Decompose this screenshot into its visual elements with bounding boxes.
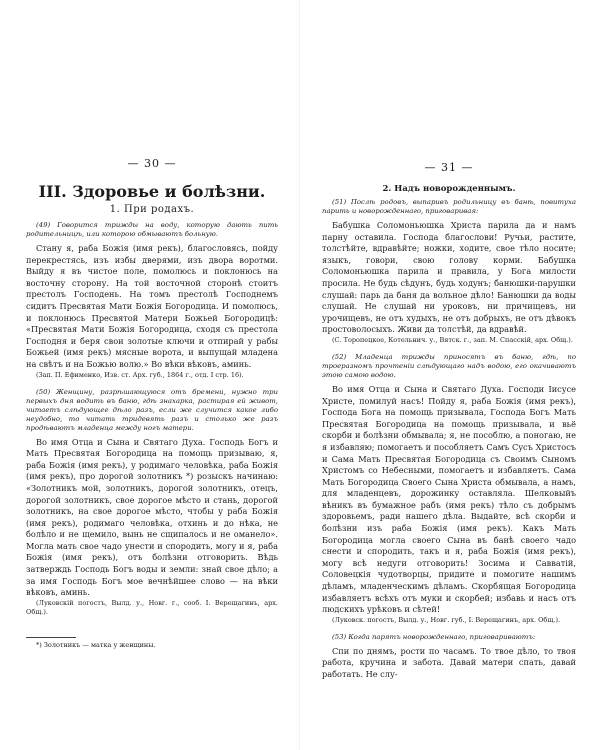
paragraph-53-text: Спи по днямъ, рости по часамъ. То твое дѣло, то твоя работа, кручина и забота. Давай матери спать, давай работать. Не слу- xyxy=(322,645,576,679)
footnote-rule xyxy=(26,637,76,638)
paragraph-49-source: (Зап. П. Ефименко, Изв. ст. Арх. губ., 1864 г., отд. I стр. 16). xyxy=(36,370,244,379)
footnote: *) Золотникъ — матка у женщины. xyxy=(36,640,156,649)
paragraph-51-text: Бабушка Соломоньюшка Христа парила да и намъ парну оставила. Господа благослови! Ручьи, растите, толстѣйте, вдравѣйте; ножки, ходите, свое тѣло носите; языкъ, говори, свою голову корми. Бабушка Соломоньюшка парила и правила, у Бога милости просила. Не будь сѣдунъ, будь ходунъ; банюшки-парушки слушай: парь да баня да вольное дѣло! Банюшки да воды слушай. Не слушай ни уроковъ, ни причищевъ, ни урочищевъ, не отъ худыхъ, не отъ добрыхъ, не отъ дѣвокъ простоволосыхъ. Живи да толстѣй, да вдравѣй. xyxy=(322,220,576,335)
paragraph-51-intro: (51) Послѣ родовъ, выпаривъ родильницу въ банѣ, повитуха парить и новорожденнаго, приговаривая: xyxy=(322,198,576,215)
paragraph-50-source: (Луковскій погостъ, Вылд. у., Новг. г., сооб. I. Верещагинъ, арх. Общ.). xyxy=(26,598,278,616)
section-title-left: 1. При родахъ. xyxy=(109,204,195,215)
right-page xyxy=(300,0,600,750)
paragraph-52-text: Во имя Отца и Сына и Святаго Духа. Господи Іисусе Христе, помилуй насъ! Пойду я, раба Божія (имя рекъ), Господа Бога на помощь призывала, Господа Богъ Мать Пресвятая Богородица на помощь призывала, и вьё скорби и болѣзни обмывала; я, не пособлю, а поногаю, не я избавляю; помогаетъ и пособляетъ Самъ Сусъ Христосъ и Сама Мать Пресвятая Богородица съ Своимъ Сыномъ Христомъ со Небесными, помогаетъ и избавляетъ. Сама Мать Богородица Своего Сына Христа обмывала, а намъ, для младенцевъ, дорожинку оставляла. Шелковыйъ вѣникъ въ бумажное рабъ (имя рекъ) тѣло съ добрымъ здоровьемъ, ради нашего дѣла. Выдайте, всѣ скорби и болѣзни изъ раба Божія (имя рекъ). Какъ Мать Богородица могла своего Сына въ банѣ своего чадо снести и спородить, такъ и я, раба Божія (имя рекъ), могу всѣ недуги отговорить! Зосима и Савватій, Соловецкія чудотворцы, придите и помогите нашимъ дѣламъ, младенческимъ дѣламъ. Скорбящая Богородица избавляетъ всѣхъ отъ муки и скорбей; избавь и насъ отъ людскихъ урѣковъ и сѣтей! xyxy=(322,383,576,615)
paragraph-52-source: (Луковск. погостъ, Вылд. у., Новг. губ., I. Верещагинъ, арх. Общ.). xyxy=(332,615,561,624)
paragraph-50-intro: (50) Женщину, разрѣшающуюся отъ бремени, нужно три первыхъ дня водить въ баню, гдѣ знахарка, растирая ей живот, читаетъ слѣдующее дѣло разъ, если же случится какое либо неудобно, то читать тридевять разъ и столько же разъ продѣваютъ младенца между ногъ матери. xyxy=(26,387,278,432)
paragraph-51-source: (С. Торопецкое, Котельнич. у., Вятск. г., зап. М. Спасскій, арх. Общ.). xyxy=(332,335,573,344)
page-number-left: — 30 — xyxy=(127,157,177,170)
paragraph-52-intro: (52) Младенца трижды приносятъ въ баню, гдѣ, по троеразномъ прочтеніи слѣдующаго надъ водою, его окачиваютъ этою самою водою. xyxy=(322,352,576,379)
paragraph-50-text: Во имя Отца и Сына и Святаго Духа. Господь Богъ и Мать Пресвятая Богородица на помощь призываю, я, раба Божія (имя рекъ), у родимаго человѣка, раба Божія (имя рекъ), про дорогой золотникъ *) розыскъ начинаю: «Золотникъ мой, золотникъ, дорогой золотникъ, отецъ, дорогой золотникъ, свое дорогое мѣсто и стань, дорогой золотникъ, на свое дорогое мѣсто, чтобы у раба Божія (имя рекъ), родимаго человѣка, отхинь и до нѣка, не болѣло и не щемило, вынь не сщипалось и не оманело». Могла мать свое чадо унести и спородить, могу и я, раба Божія (имя рекъ), отъ болѣзни отговорить. Вѣдь затверждь Господь Богъ воды и земли: знай свое дѣло; а за имя Господь Богъ мое вечнѣйшее слово — на вѣки вѣковъ, аминь. xyxy=(26,436,278,598)
section-title-right: 2. Надъ новорожденнымъ. xyxy=(382,184,516,194)
page-number-right: — 31 — xyxy=(424,161,474,174)
paragraph-49-intro: (49) Говорится трижды на воду, которую дають пить родительницѣ, или которою обмываютъ больную. xyxy=(26,221,278,238)
paragraph-49-text: Стану я, раба Божія (имя рекъ), благословясь, пойду перекрестясь, изъ избы дверями, изъ двора воротми. Выйду я въ чистое поле, помолюсь и поклонюсь на восточну сторону. На той восточной сторонѣ стоитъ престолъ Господень. На томъ престолѣ Господнемъ сидитъ Пресвятая Мати Божія Богородица. И помолюсь, и поклонюсь Пресвятой Матери Божьей Богородицѣ: «Пресвятая Мати Божія Богородица, сходя съ престола Господня и беря свои золотые ключи и отпирай у рабы Божьей (имя рекъ) мясные ворота, и выпущай младена на свѣтъ и на Божью волю.» Во вѣки вѣковъ, аминь. xyxy=(26,243,278,369)
paragraph-53-intro: (53) Когда парятъ новорожденнаго, приговариваютъ: xyxy=(332,632,536,641)
chapter-title: III. Здоровье и болѣзни. xyxy=(38,182,266,201)
